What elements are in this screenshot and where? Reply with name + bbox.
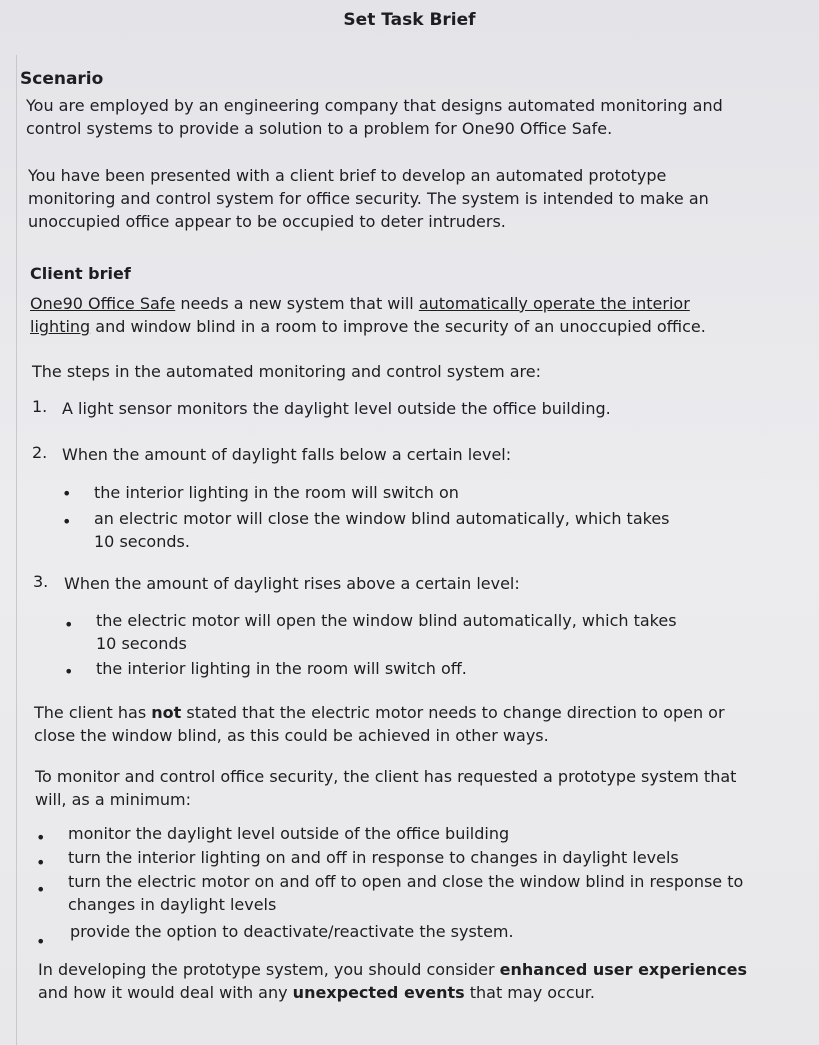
client-brief-heading: Client brief (30, 264, 131, 283)
page-title: Set Task Brief (343, 10, 476, 30)
step-2-bullet-2 (94, 507, 670, 553)
underlined-text: automatically operate the interior (418, 294, 690, 313)
margin-line (16, 55, 17, 1045)
text-line: turn the electric motor on and off to open and close the window blind in response to (68, 872, 744, 891)
bold-text: unexpected events (292, 983, 465, 1002)
text-line: will, as a minimum: (35, 790, 192, 809)
text-line: To monitor and control office security, the client has requested a prototype system that (35, 767, 737, 786)
step-3-bullet-1 (96, 609, 677, 655)
bullet-icon: • (36, 828, 46, 847)
text-line: unoccupied office appear to be occupied to deter intruders. (28, 212, 506, 231)
step-3-number: 3. (33, 572, 49, 591)
bullet-icon: • (64, 615, 74, 634)
text-line (38, 981, 747, 1004)
text-span: that may occur. (464, 983, 595, 1002)
scenario-heading: Scenario (20, 69, 104, 89)
text-line: control systems to provide a solution to a problem for One90 Office Safe. (26, 119, 613, 138)
text-line (34, 701, 725, 724)
text-line: You are employed by an engineering company that designs automated monitoring and (26, 96, 723, 115)
text-line (38, 958, 747, 981)
requirement-4: provide the option to deactivate/reactivate the system. (70, 922, 514, 941)
step-3-text: When the amount of daylight rises above a certain level: (64, 574, 520, 593)
bullet-icon: • (62, 484, 72, 503)
text-line: monitoring and control system for office security. The system is intended to make an (28, 189, 709, 208)
step-2-bullet-1: the interior lighting in the room will switch on (94, 483, 459, 502)
text-line: the electric motor will open the window blind automatically, which takes (96, 611, 677, 630)
text-span: The client has (34, 703, 152, 722)
bullet-icon: • (62, 512, 72, 531)
requirement-3 (68, 870, 743, 916)
not-stated-paragraph (34, 701, 725, 747)
company-name: One90 Office Safe (30, 294, 176, 313)
text-line (30, 315, 706, 338)
final-paragraph (38, 958, 747, 1004)
text-line: close the window blind, as this could be achieved in other ways. (34, 726, 549, 745)
text-line: an electric motor will close the window blind automatically, which takes (94, 509, 670, 528)
bold-text: not (151, 703, 182, 722)
bullet-icon: • (36, 853, 46, 872)
step-1-text: A light sensor monitors the daylight level outside the office building. (62, 399, 611, 418)
text-line: You have been presented with a client brief to develop an automated prototype (28, 166, 667, 185)
bold-text: enhanced user experiences (499, 960, 748, 979)
text-span: and window blind in a room to improve the security of an unoccupied office. (90, 317, 706, 336)
bullet-icon: • (64, 662, 74, 681)
step-2-text: When the amount of daylight falls below a certain level: (62, 445, 512, 464)
scenario-para-1 (26, 94, 723, 140)
requirement-1: monitor the daylight level outside of the office building (68, 824, 510, 843)
bullet-icon: • (36, 880, 46, 899)
text-span: and how it would deal with any (38, 983, 293, 1002)
text-line: 10 seconds. (94, 532, 190, 551)
client-brief-intro (30, 292, 706, 338)
step-1-number: 1. (32, 397, 48, 416)
text-line: 10 seconds (96, 634, 187, 653)
bullet-icon: • (36, 932, 46, 951)
step-3-bullet-2: the interior lighting in the room will switch off. (96, 659, 467, 678)
text-span: needs a new system that will (175, 294, 419, 313)
underlined-text: lighting (30, 317, 91, 336)
text-span: stated that the electric motor needs to change direction to open or (181, 703, 725, 722)
text-span: In developing the prototype system, you should consider (38, 960, 500, 979)
monitor-paragraph (35, 765, 736, 811)
steps-intro: The steps in the automated monitoring and control system are: (32, 362, 542, 381)
scenario-para-2 (28, 164, 709, 233)
step-2-number: 2. (32, 443, 48, 462)
text-line: changes in daylight levels (68, 895, 277, 914)
requirement-2: turn the interior lighting on and off in response to changes in daylight levels (68, 848, 679, 867)
text-line (30, 292, 706, 315)
